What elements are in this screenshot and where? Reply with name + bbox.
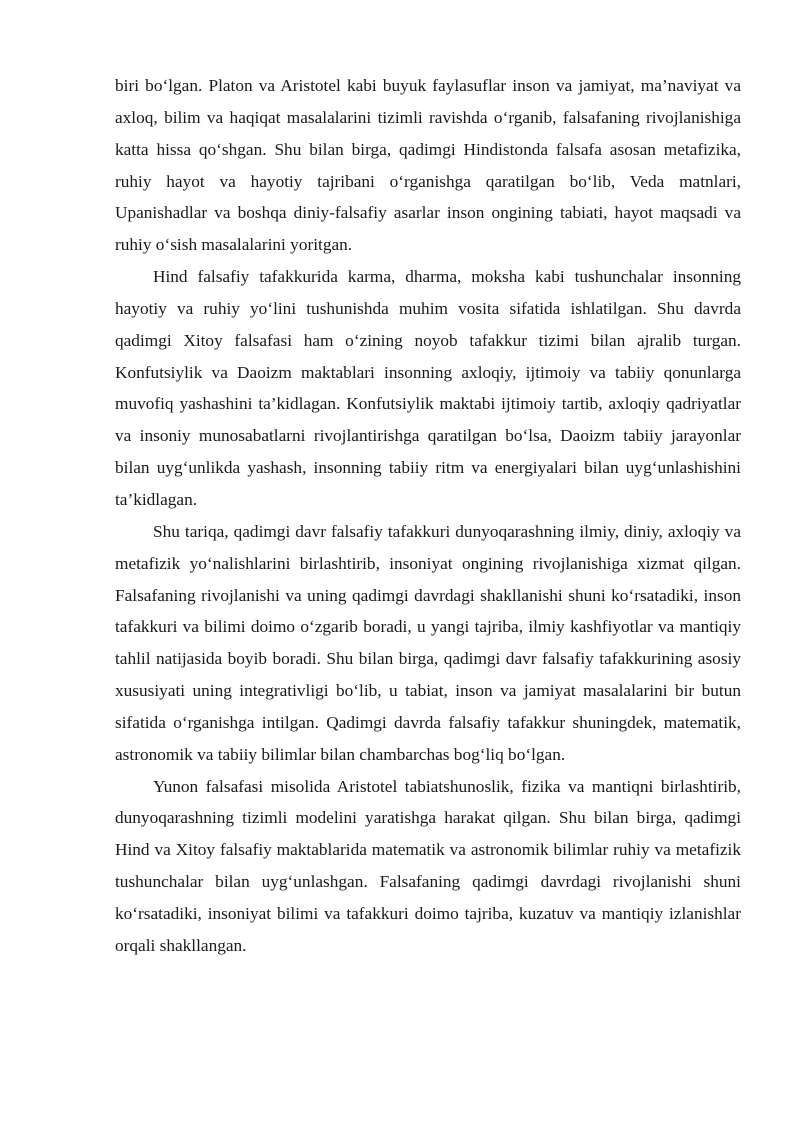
paragraph-2: Hind falsafiy tafakkurida karma, dharma, moksha kabi tushunchalar insonning hayotiy va ruhiy yo‘lini tushunishda muhim vosita sifatida ishlatilgan. Shu davrda qadimgi Xitoy falsafasi ham o‘zining noyob tafakkur tizimi bilan ajralib turgan. Konfutsiylik va Daoizm maktablari insonning axloqiy, ijtimoiy va tabiiy qonunlarga muvofiq yashashini ta’kidlagan. Konfutsiylik maktabi ijtimoiy tartib, axloqiy qadriyatlar va insoniy munosabatlarni rivojlantirishga qaratilgan bo‘lsa, Daoizm tabiiy jarayonlar bilan uyg‘unlikda yashash, insonning tabiiy ritm va energiyalari bilan uyg‘unlashishini ta’kidlagan. [115, 267, 741, 509]
body-text [115, 70, 741, 962]
paragraph-4: Yunon falsafasi misolida Aristotel tabiatshunoslik, fizika va mantiqni birlashtirib, dunyoqarashning tizimli modelini yaratishga harakat qilgan. Shu bilan birga, qadimgi Hind va Xitoy falsafiy maktablarida matematik va astronomik bilimlar ruhiy va metafizik tushunchalar bilan uyg‘unlashgan. Falsafaning qadimgi davrdagi rivojlanishi shuni ko‘rsatadiki, insoniyat bilimi va tafakkuri doimo tajriba, kuzatuv va mantiqiy izlanishlar orqali shakllangan. [115, 776, 741, 955]
paragraph-1: biri bo‘lgan. Platon va Aristotel kabi buyuk faylasuflar inson va jamiyat, ma’naviyat va axloq, bilim va haqiqat masalalarini tizimli ravishda o‘rganib, falsafaning rivojlanishiga katta hissa qo‘shgan. Shu bilan birga, qadimgi Hindistonda falsafa asosan metafizika, ruhiy hayot va hayotiy tajribani o‘rganishga qaratilgan bo‘lib, Veda matnlari, Upanishadlar va boshqa diniy-falsafiy asarlar inson ongining tabiati, hayot maqsadi va ruhiy o‘sish masalalarini yoritgan. [115, 76, 741, 255]
paragraph-3: Shu tariqa, qadimgi davr falsafiy tafakkuri dunyoqarashning ilmiy, diniy, axloqiy va metafizik yo‘nalishlarini birlashtirib, insoniyat ongining rivojlanishiga xizmat qilgan. Falsafaning rivojlanishi va uning qadimgi davrdagi shakllanishi shuni ko‘rsatadiki, inson tafakkuri va bilimi doimo o‘zgarib boradi, u yangi tajriba, ilmiy kashfiyotlar va mantiqiy tahlil natijasida boyib boradi. Shu bilan birga, qadimgi davr falsafiy tafakkurining asosiy xususiyati uning integrativligi bo‘lib, u tabiat, inson va jamiyat masalalarini bir butun sifatida o‘rganishga intilgan. Qadimgi davrda falsafiy tafakkur shuningdek, matematik, astronomik va tabiiy bilimlar bilan chambarchas bog‘liq bo‘lgan. [115, 521, 741, 764]
